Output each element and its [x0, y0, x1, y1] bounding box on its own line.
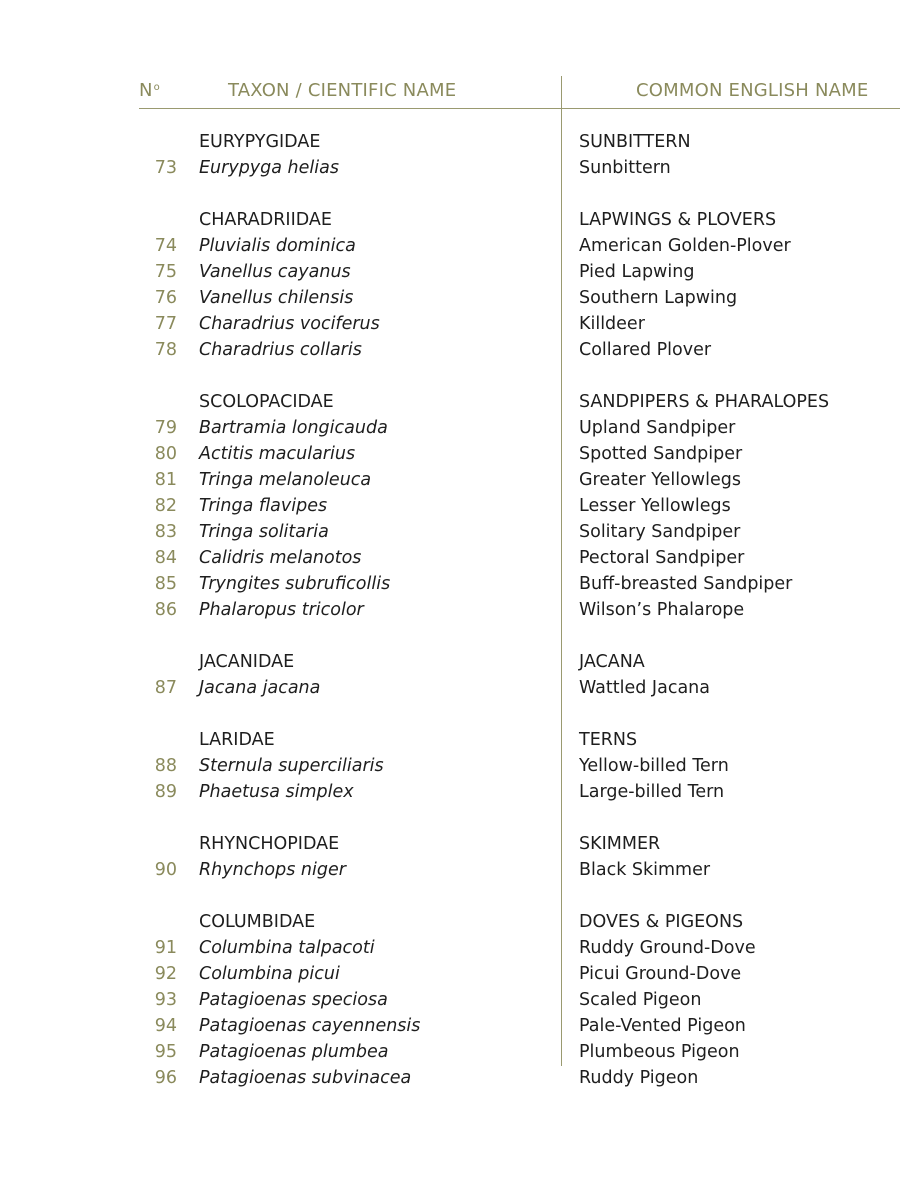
species-row — [0, 675, 900, 701]
species-row — [0, 857, 900, 883]
species-number: 92 — [154, 964, 177, 984]
scientific-name: Tringa solitaria — [199, 522, 329, 542]
scientific-name: Tringa flavipes — [199, 496, 328, 516]
species-row — [0, 259, 900, 285]
common-name: Solitary Sandpiper — [579, 522, 741, 542]
scientific-name: Eurypyga helias — [199, 158, 339, 178]
scientific-name: Actitis macularius — [199, 444, 356, 464]
species-number: 79 — [154, 418, 177, 438]
common-name: Large-billed Tern — [579, 782, 725, 802]
scientific-name: Patagioenas subvinacea — [199, 1068, 412, 1088]
scientific-name: Columbina picui — [199, 964, 340, 984]
species-number: 85 — [154, 574, 177, 594]
family-group — [0, 909, 900, 1091]
species-number: 73 — [154, 158, 177, 178]
common-name-column-header: COMMON ENGLISH NAME — [636, 80, 869, 101]
family-group — [0, 649, 900, 701]
species-number: 80 — [154, 444, 177, 464]
family-name: EURYPYGIDAE — [199, 132, 321, 152]
common-name: Spotted Sandpiper — [579, 444, 743, 464]
common-name: Wattled Jacana — [579, 678, 710, 698]
species-row — [0, 415, 900, 441]
species-number: 87 — [154, 678, 177, 698]
species-number: 74 — [154, 236, 177, 256]
common-name: Greater Yellowlegs — [579, 470, 741, 490]
species-number: 90 — [154, 860, 177, 880]
scientific-name: Columbina talpacoti — [199, 938, 375, 958]
common-name: Plumbeous Pigeon — [579, 1042, 740, 1062]
scientific-name: Patagioenas cayennensis — [199, 1016, 421, 1036]
common-name: Yellow-billed Tern — [579, 756, 729, 776]
species-row — [0, 441, 900, 467]
scientific-name: Patagioenas speciosa — [199, 990, 388, 1010]
family-common-name: SKIMMER — [579, 834, 661, 854]
scientific-name: Phalaropus tricolor — [199, 600, 364, 620]
common-name: Wilson’s Phalarope — [579, 600, 745, 620]
species-row — [0, 1013, 900, 1039]
scientific-name: Bartramia longicauda — [199, 418, 388, 438]
family-group — [0, 129, 900, 181]
scientific-name: Calidris melanotos — [199, 548, 362, 568]
species-row — [0, 493, 900, 519]
family-row — [0, 129, 900, 155]
common-name: Scaled Pigeon — [579, 990, 702, 1010]
scientific-name: Rhynchops niger — [199, 860, 346, 880]
number-header-label: N — [139, 80, 153, 101]
common-name: Buff-breasted Sandpiper — [579, 574, 793, 594]
common-name: American Golden-Plover — [579, 236, 791, 256]
number-column-header — [139, 80, 160, 101]
species-number: 88 — [154, 756, 177, 776]
species-number: 84 — [154, 548, 177, 568]
species-number: 93 — [154, 990, 177, 1010]
scientific-name: Pluvialis dominica — [199, 236, 356, 256]
species-table — [0, 129, 900, 1091]
common-name: Lesser Yellowlegs — [579, 496, 731, 516]
species-row — [0, 155, 900, 181]
species-row — [0, 1039, 900, 1065]
scientific-name: Vanellus cayanus — [199, 262, 351, 282]
scientific-name: Jacana jacana — [199, 678, 321, 698]
species-row — [0, 987, 900, 1013]
family-group — [0, 389, 900, 623]
species-row — [0, 467, 900, 493]
species-row — [0, 753, 900, 779]
family-row — [0, 909, 900, 935]
family-name: COLUMBIDAE — [199, 912, 316, 932]
family-name: CHARADRIIDAE — [199, 210, 332, 230]
species-row — [0, 285, 900, 311]
scientific-name: Vanellus chilensis — [199, 288, 354, 308]
species-row — [0, 519, 900, 545]
species-number: 91 — [154, 938, 177, 958]
family-common-name: JACANA — [579, 652, 645, 672]
species-number: 96 — [154, 1068, 177, 1088]
scientific-name: Tryngites subruficollis — [199, 574, 391, 594]
family-common-name: SUNBITTERN — [579, 132, 691, 152]
scientific-name: Charadrius collaris — [199, 340, 362, 360]
species-row — [0, 233, 900, 259]
common-name: Pied Lapwing — [579, 262, 695, 282]
species-row — [0, 779, 900, 805]
species-number: 77 — [154, 314, 177, 334]
common-name: Sunbittern — [579, 158, 671, 178]
species-row — [0, 337, 900, 363]
common-name: Southern Lapwing — [579, 288, 738, 308]
family-group — [0, 727, 900, 805]
family-row — [0, 389, 900, 415]
species-number: 76 — [154, 288, 177, 308]
family-name: JACANIDAE — [199, 652, 295, 672]
species-row — [0, 311, 900, 337]
family-common-name: LAPWINGS & PLOVERS — [579, 210, 777, 230]
family-row — [0, 831, 900, 857]
species-number: 89 — [154, 782, 177, 802]
common-name: Collared Plover — [579, 340, 712, 360]
species-number: 81 — [154, 470, 177, 490]
scientific-name: Patagioenas plumbea — [199, 1042, 389, 1062]
family-row — [0, 727, 900, 753]
species-row — [0, 597, 900, 623]
species-number: 86 — [154, 600, 177, 620]
species-number: 75 — [154, 262, 177, 282]
taxon-column-header: TAXON / CIENTIFIC NAME — [228, 80, 457, 101]
family-name: RHYNCHOPIDAE — [199, 834, 340, 854]
family-name: LARIDAE — [199, 730, 275, 750]
species-number: 82 — [154, 496, 177, 516]
common-name: Upland Sandpiper — [579, 418, 736, 438]
scientific-name: Charadrius vociferus — [199, 314, 380, 334]
common-name: Killdeer — [579, 314, 645, 334]
common-name: Black Skimmer — [579, 860, 711, 880]
family-row — [0, 207, 900, 233]
family-common-name: DOVES & PIGEONS — [579, 912, 744, 932]
species-row — [0, 545, 900, 571]
species-number: 95 — [154, 1042, 177, 1062]
common-name: Pale-Vented Pigeon — [579, 1016, 746, 1036]
number-header-superscript: o — [153, 82, 160, 93]
family-common-name: SANDPIPERS & PHARALOPES — [579, 392, 830, 412]
family-group — [0, 207, 900, 363]
common-name: Ruddy Pigeon — [579, 1068, 699, 1088]
family-row — [0, 649, 900, 675]
common-name: Picui Ground-Dove — [579, 964, 742, 984]
species-number: 94 — [154, 1016, 177, 1036]
species-number: 78 — [154, 340, 177, 360]
header-divider — [139, 108, 900, 109]
scientific-name: Sternula superciliaris — [199, 756, 384, 776]
common-name: Ruddy Ground-Dove — [579, 938, 756, 958]
family-group — [0, 831, 900, 883]
scientific-name: Tringa melanoleuca — [199, 470, 372, 490]
species-number: 83 — [154, 522, 177, 542]
family-name: SCOLOPACIDAE — [199, 392, 334, 412]
species-row — [0, 935, 900, 961]
species-row — [0, 961, 900, 987]
common-name: Pectoral Sandpiper — [579, 548, 745, 568]
family-common-name: TERNS — [579, 730, 638, 750]
species-row — [0, 1065, 900, 1091]
scientific-name: Phaetusa simplex — [199, 782, 354, 802]
species-row — [0, 571, 900, 597]
